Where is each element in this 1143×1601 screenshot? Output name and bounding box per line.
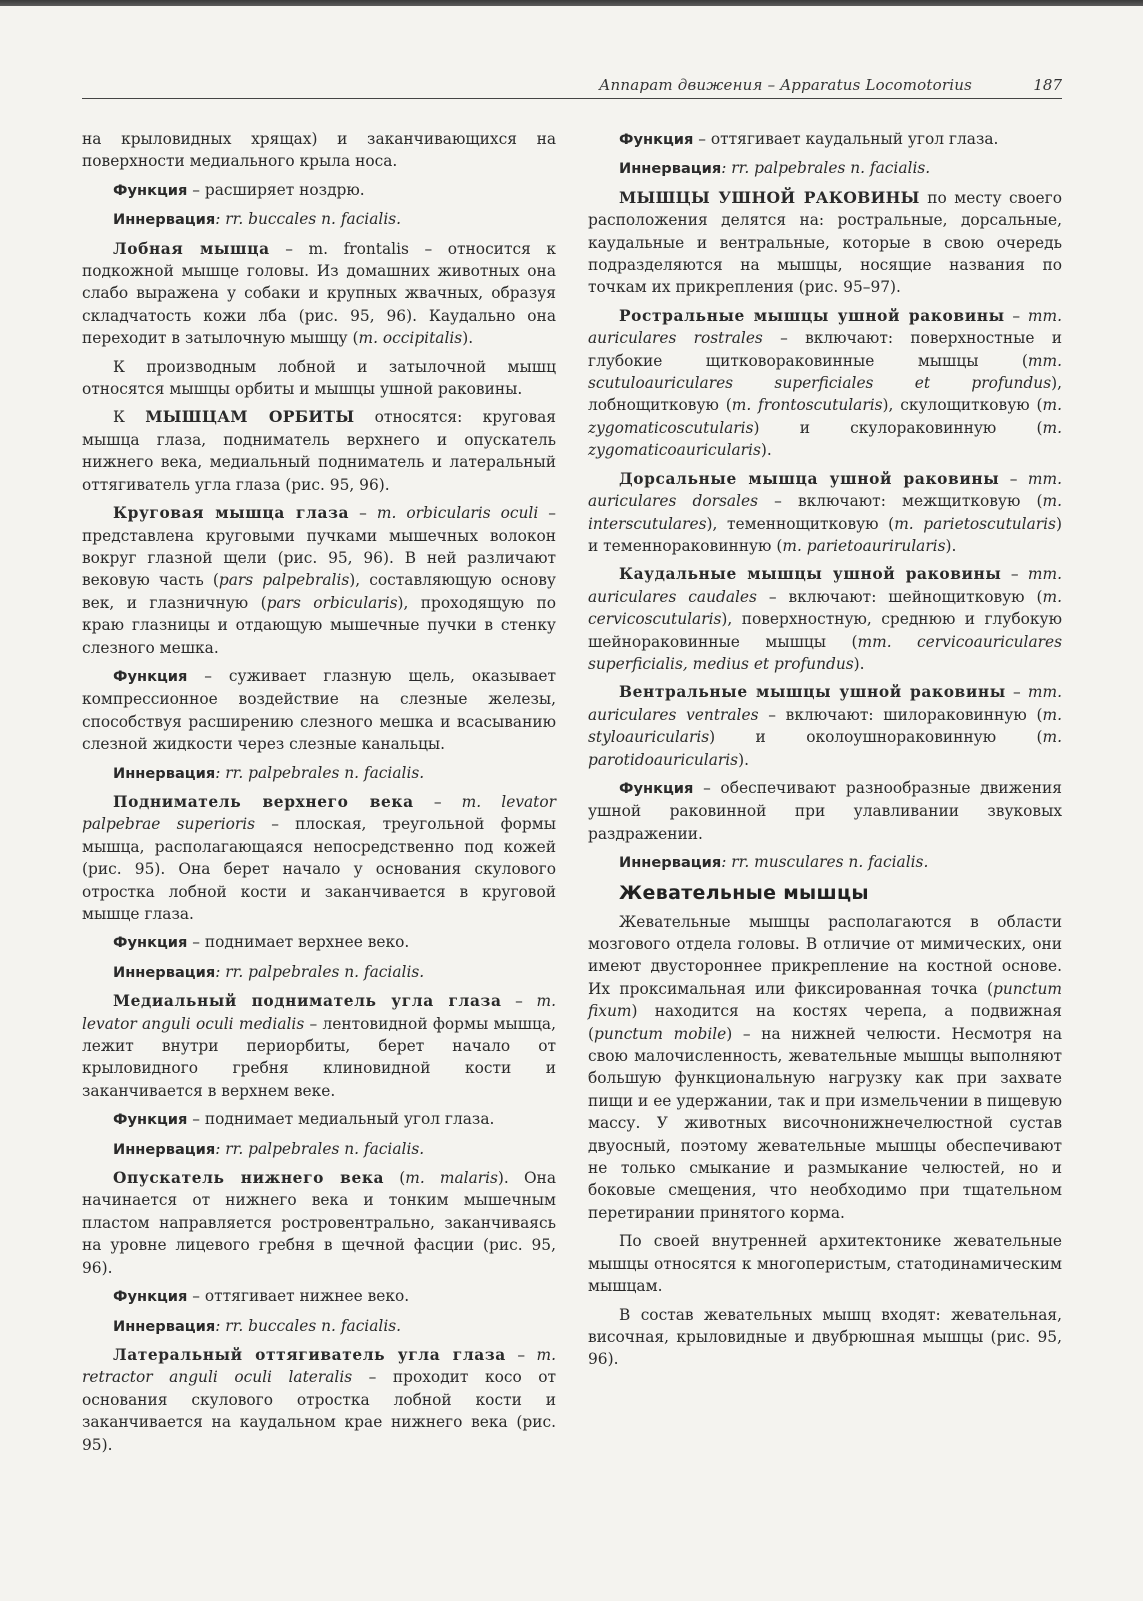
paragraph-levator xyxy=(82,791,556,925)
term: Каудальные мышцы ушной раковины xyxy=(619,565,1002,584)
innervation-label: Иннервация xyxy=(113,211,216,229)
term: Ростральные мышцы ушной раковины xyxy=(619,306,1005,325)
section-heading: Жевательные мышцы xyxy=(619,881,869,904)
paragraph-text: – лентовидной формы мышца, лежит внутри периорбиты, берет начало от крыловидного гребня клиновидной кости и заканчивается в верхнем веке. xyxy=(82,1014,556,1100)
innervation-text: : rr. palpebrales n. facialis. xyxy=(215,962,425,981)
function-text: – поднимает медиальный угол глаза. xyxy=(187,1110,495,1129)
paragraph-text: По своей внутренней архитектонике жевательные мышцы относятся к многоперистым, статодинамическим мышцам. xyxy=(588,1232,1062,1296)
paragraph-malaris xyxy=(82,1167,556,1279)
term: Латеральный оттягиватель угла глаза xyxy=(113,1345,506,1364)
paragraph-text: – m. frontalis – относится к подкожной мышце головы. Из домашних животных она слабо выражена у собаки и крупных жвачных, образуя складчатость кожи лба (рис. 95, 96). Каудально она переходит в затылочную мышцу ( xyxy=(82,239,556,348)
function-line xyxy=(82,1285,556,1308)
function-label: Функция xyxy=(619,131,694,148)
paragraph-text: К производным лобной и затылочной мышц относятся мышцы орбиты и мышцы ушной раковины. xyxy=(82,357,556,399)
function-text: – поднимает верхнее веко. xyxy=(187,933,410,952)
latin-name: mm. auriculares caudales xyxy=(588,565,1063,606)
innervation-label: Иннервация xyxy=(113,1140,216,1158)
dash: – xyxy=(999,469,1028,488)
paragraph-text: ) – на нижней челюсти. Несмотря на свою малочисленность, жевательные мышцы выполняют большую функциональную нагрузку как при захвате пищи и ее удержании, так и при измельчении в пищевую массу. У животных височнонижнечелюстной сустав двуосный, поэтому жевательные мышцы обеспечивают не только смыкание и размыкание челюстей, но и боковые смещения, что необходимо при тщательном перетирании принятого корма. xyxy=(588,1024,1062,1222)
latin-name: m. zygomaticoscutularis xyxy=(588,396,1062,437)
latin-name: mm. auriculares rostrales xyxy=(588,306,1062,348)
latin-name: mm. auriculares dorsales xyxy=(588,469,1062,511)
paragraph-text: Жевательные мышцы располагаются в области мозгового отдела головы. В отличие от мимических, они имеют двустороннее прикрепление на костной основе. Их проксимальная или фиксированная точка ( xyxy=(588,912,1062,998)
term: Дорсальные мышца ушной раковины xyxy=(619,469,1000,488)
paragraph-rostral xyxy=(588,305,1062,462)
paragraph-ventral xyxy=(588,681,1062,771)
paragraph-text: – представлена круговыми пучками мышечных волокон вокруг глазной щели (рис. 95, 96). В ней различают вековую часть ( xyxy=(82,504,556,590)
function-text: – суживает глазную щель, оказывает компрессионное воздействие на слезные железы, способствуя расширению слезного мешка и всасыванию слезной жидкости через слезные канальцы. xyxy=(82,666,556,754)
paragraph-lateral xyxy=(82,1344,556,1456)
paragraph-text: ), поверхностную, среднюю и глубокую шейнораковинные мышцы ( xyxy=(588,610,1062,651)
function-text: – обеспечивают разнообразные движения ушной раковинной при улавливании звуковых раздражении. xyxy=(588,778,1062,843)
paragraph-text: – включают: шейнощитковую ( xyxy=(756,587,1043,606)
paragraph-text: ), проходящую по краю глазницы и отдающую мышечные пучки в стенку слезного мешка. xyxy=(82,593,556,657)
left-column xyxy=(82,128,556,1462)
latin-name: m. parietoscutularis xyxy=(894,514,1056,533)
term: Лобная мышца xyxy=(113,239,270,258)
latin-name: m. orbicularis oculi xyxy=(376,504,539,523)
function-text: – расширяет ноздрю. xyxy=(187,180,365,199)
latin-name: mm. cervicoauriculares superficialis, medius et profundus xyxy=(588,632,1063,673)
paragraph-text: ( xyxy=(384,1169,406,1188)
section-term: МЫШЦЫ УШНОЙ РАКОВИНЫ xyxy=(619,187,920,207)
section-term: МЫШЦАМ ОРБИТЫ xyxy=(145,407,355,427)
paragraph-text: на крыловидных хрящах) и заканчивающихся на поверхности медиального крыла носа. xyxy=(82,130,556,171)
innervation-label: Иннервация xyxy=(113,1317,216,1335)
scan-top-edge xyxy=(0,0,1143,6)
innervation-line xyxy=(588,157,1062,180)
latin-name: m. malaris xyxy=(405,1169,498,1188)
innervation-line xyxy=(82,208,556,231)
innervation-text: : rr. buccales n. facialis. xyxy=(215,210,402,229)
latin-name: m. levator anguli oculi medialis xyxy=(82,992,556,1033)
latin-name: m. levator palpebrae superioris xyxy=(82,792,556,834)
paragraph-text: ). xyxy=(738,750,749,769)
paragraph-mastication xyxy=(588,911,1062,1225)
paragraph-caudal xyxy=(588,563,1062,675)
function-line xyxy=(82,665,556,756)
paragraph-frontal xyxy=(82,238,556,350)
paragraph-text: – плоская, треугольной формы мышца, располагающаяся непосредственно под кожей (рис. 95). Она берет начало у основания скулового отростка лобной кости и заканчивается в круговой мышце глаза. xyxy=(82,815,556,923)
paragraph-text: – включают: шилораковинную ( xyxy=(758,705,1043,724)
latin-name: mm. scutuloauriculares superficiales et profundus xyxy=(588,351,1062,393)
paragraph-text: ), скулощитковую ( xyxy=(882,396,1043,415)
term: Медиальный подниматель угла глаза xyxy=(113,992,502,1011)
innervation-text: : rr. palpebrales n. facialis. xyxy=(215,1139,425,1158)
paragraph-text: ) и скулораковинную ( xyxy=(753,418,1043,437)
latin-name: punctum fixum xyxy=(588,979,1062,1021)
latin-name: m. retractor anguli oculi lateralis xyxy=(82,1345,556,1387)
paragraph xyxy=(82,128,556,173)
innervation-text: : rr. palpebrales n. facialis. xyxy=(721,159,931,178)
dash: – xyxy=(501,992,537,1011)
paragraph-text: относятся: круговая мышца глаза, подниматель верхнего и опускатель нижнего века, медиальный подниматель и латеральный оттягиватель угла глаза (рис. 95, 96). xyxy=(82,408,557,494)
right-column xyxy=(588,128,1062,1377)
function-line xyxy=(588,128,1062,151)
paragraph-orbit xyxy=(82,406,556,496)
latin-name: mm. auriculares ventrales xyxy=(588,683,1062,724)
paragraph-text: К xyxy=(113,408,146,427)
latin-name: m. parotidoauricularis xyxy=(588,728,1062,769)
latin-name: pars orbicularis xyxy=(266,593,398,612)
term: Вентральные мышцы ушной раковины xyxy=(619,683,1006,702)
paragraph-text: ). xyxy=(462,329,474,348)
latin-name: m. frontoscutularis xyxy=(731,396,883,415)
latin-name: m. parietoaurirularis xyxy=(782,536,946,555)
paragraph-text: – включают: межщитковую ( xyxy=(757,492,1043,511)
paragraph-orbicularis xyxy=(82,502,556,659)
paragraph-medial xyxy=(82,990,556,1102)
paragraph-text: ). xyxy=(760,441,772,460)
function-line xyxy=(82,1108,556,1131)
innervation-text: : rr. palpebrales n. facialis. xyxy=(215,763,425,782)
dash: – xyxy=(413,792,462,811)
innervation-line xyxy=(82,1138,556,1161)
innervation-text: : rr. musculares n. facialis. xyxy=(721,853,929,872)
innervation-label: Иннервация xyxy=(619,160,722,178)
term: Опускатель нижнего века xyxy=(113,1169,385,1188)
function-text: – оттягивает каудальный угол глаза. xyxy=(693,130,999,148)
latin-name: m. zygomaticoauricularis xyxy=(588,418,1062,460)
paragraph-text: ), лобнощитковую ( xyxy=(588,374,1062,415)
paragraph-dorsal xyxy=(588,468,1062,558)
paragraph-architecture xyxy=(588,1230,1062,1297)
latin-name: punctum mobile xyxy=(594,1024,727,1043)
dash: – xyxy=(505,1345,537,1364)
function-text: – оттягивает нижнее веко. xyxy=(187,1287,410,1306)
paragraph-text: ) и околоушнораковинную ( xyxy=(709,728,1043,747)
paragraph-text: ), теменнощитковую ( xyxy=(706,514,895,533)
paragraph-text: ). xyxy=(853,654,865,673)
paragraph-text: ) и теменнораковинную ( xyxy=(588,514,1062,555)
function-label: Функция xyxy=(113,1288,188,1306)
paragraph-text: ). Она начинается от нижнего века и тонким мышечным пластом направляется ростровентрально, заканчиваясь на уровне лицевого гребня в щечной фасции (рис. 95, 96). xyxy=(82,1169,556,1277)
paragraph-composition xyxy=(588,1304,1062,1371)
function-label: Функция xyxy=(619,779,694,797)
paragraph-text: по месту своего расположения делятся на: ростральные, дорсальные, каудальные и вентральные, которые в свою очередь подразделяются на мышцы, носящие названия по точкам их прикрепления (рис. 95–97). xyxy=(588,188,1062,297)
latin-name: m. cervicoscutularis xyxy=(588,587,1063,629)
function-label: Функция xyxy=(113,1111,188,1129)
paragraph-text: ). xyxy=(945,536,957,555)
dash: – xyxy=(349,504,377,523)
paragraph-derived xyxy=(82,356,556,401)
running-header xyxy=(82,74,1062,98)
innervation-label: Иннервация xyxy=(619,854,722,872)
function-line xyxy=(82,931,556,954)
page-number: 187 xyxy=(1033,76,1062,94)
function-line xyxy=(588,777,1062,845)
paragraph-ear xyxy=(588,187,1062,299)
paragraph-text: ) находится на костях черепа, а подвижная ( xyxy=(588,1002,1062,1043)
innervation-line xyxy=(82,762,556,785)
latin-name: m. occipitalis xyxy=(358,329,463,348)
function-line xyxy=(82,179,556,202)
latin-name: m. interscutulares xyxy=(588,492,1062,533)
paragraph-text: – проходит косо от основания скулового отростка лобной кости и заканчивается на каудальном крае нижнего века (рис. 95). xyxy=(82,1368,557,1454)
paragraph-text: ), составляющую основу век, и глазничную ( xyxy=(82,571,556,612)
latin-name: m. styloauricularis xyxy=(588,705,1062,747)
paragraph-text: В состав жевательных мышц входят: жевательная, височная, крыловидные и двубрюшная мышцы (рис. 95, 96). xyxy=(588,1305,1062,1369)
function-label: Функция xyxy=(113,667,188,685)
innervation-text: : rr. buccales n. facialis. xyxy=(215,1316,402,1335)
innervation-line xyxy=(82,961,556,984)
function-label: Функция xyxy=(113,181,188,199)
innervation-label: Иннервация xyxy=(113,764,216,782)
term: Подниматель верхнего века xyxy=(113,792,414,811)
latin-name: pars palpebralis xyxy=(218,571,350,590)
dash: – xyxy=(1001,565,1028,584)
innervation-line xyxy=(588,851,1062,874)
header-rule xyxy=(82,98,1062,99)
term: Круговая мышца глаза xyxy=(113,504,350,523)
function-label: Функция xyxy=(113,934,188,952)
innervation-label: Иннервация xyxy=(113,963,216,981)
dash: – xyxy=(1005,683,1028,702)
innervation-line xyxy=(82,1315,556,1338)
dash: – xyxy=(1004,306,1028,325)
running-title: Аппарат движения – Apparatus Locomotorius xyxy=(598,76,972,94)
paragraph-text: – включают: поверхностные и глубокие щитковораковинные мышцы ( xyxy=(588,329,1062,370)
